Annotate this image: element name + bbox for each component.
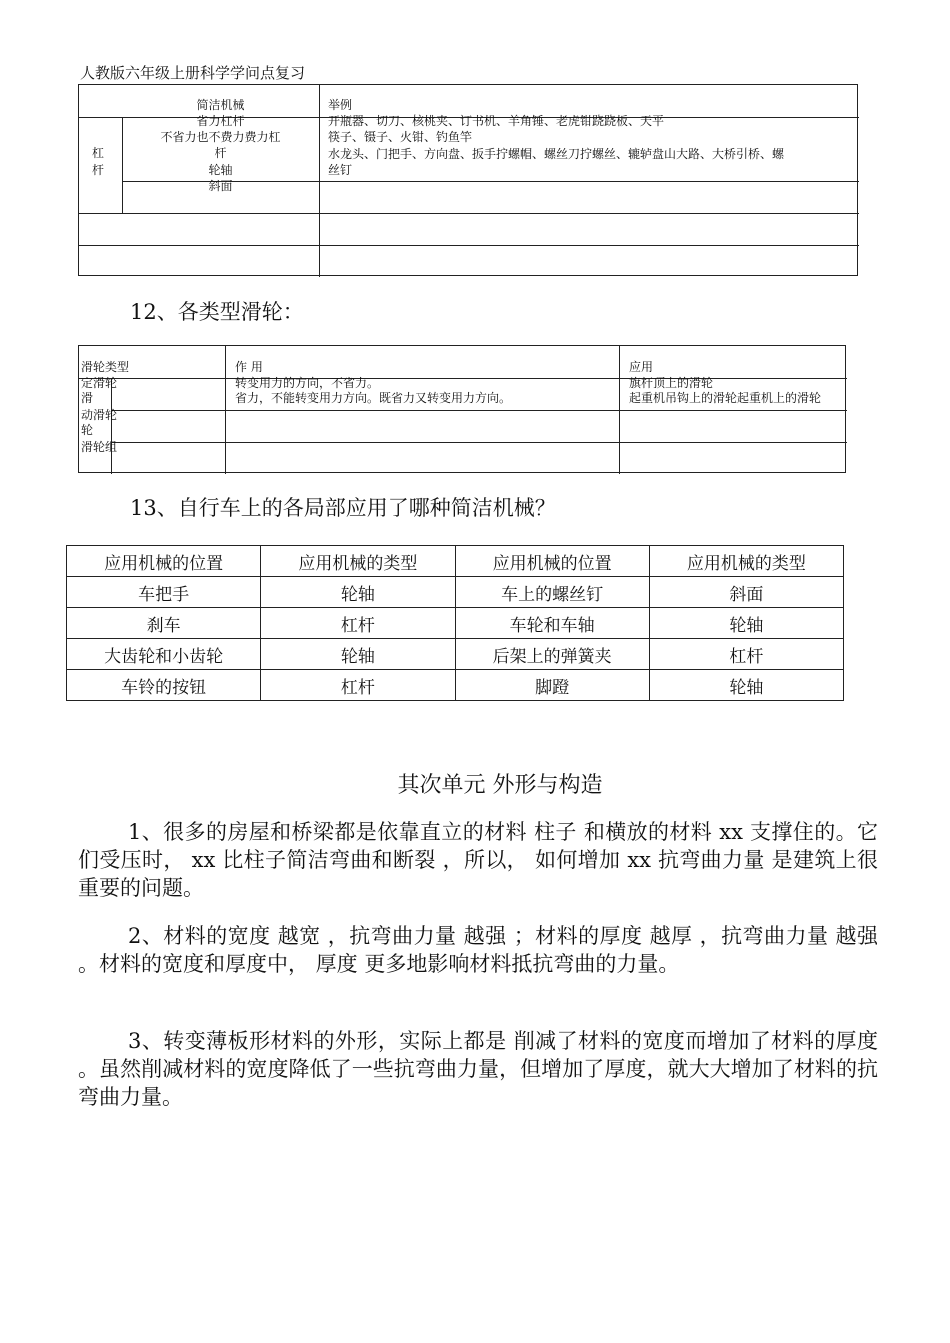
pulley-function: 省力，不能转变用力方向。既省力又转变用力方向。 (235, 391, 512, 405)
table-cell: 杠杆 (261, 608, 455, 639)
pulley-function: 转变用力的方向，不省力。 (235, 376, 380, 390)
table-cell: 脚蹬 (455, 670, 649, 701)
document-header: 人教版六年级上册科学学问点复习 (80, 64, 306, 82)
machine-type: 斜面 (208, 179, 233, 193)
col-header-example: 举例 (328, 98, 353, 112)
table-row (67, 608, 844, 639)
pulley-type: 滑轮组 (81, 440, 118, 454)
pulley-type: 动滑轮 (81, 408, 118, 422)
group-label-lever-1: 杠 (92, 146, 105, 160)
table-cell: 斜面 (649, 577, 843, 608)
machine-type: 杆 (214, 146, 227, 160)
machine-example: 开瓶器、切刀、核桃夹、订书机、羊角锤、老虎钳跷跷板、天平 (328, 114, 665, 128)
table-header-cell: 应用机械的类型 (649, 546, 843, 577)
group-label-pulley-2: 轮 (81, 423, 94, 437)
section-12-title: 12、各类型滑轮： (130, 300, 304, 324)
table-cell: 杠杆 (649, 639, 843, 670)
table-cell: 车铃的按钮 (67, 670, 261, 701)
table-header-row (67, 546, 844, 577)
pulley-type: 定滑轮 (81, 376, 118, 390)
table-cell: 轮轴 (261, 639, 455, 670)
table-row (67, 670, 844, 701)
table-header-cell: 应用机械的类型 (261, 546, 455, 577)
table-cell: 车把手 (67, 577, 261, 608)
table-cell: 车上的螺丝钉 (455, 577, 649, 608)
machine-example: 丝钉 (328, 163, 353, 177)
machine-type: 省力杠杆 (196, 114, 245, 128)
machine-type: 不省力也不费力费力杠 (160, 130, 281, 144)
table-cell: 轮轴 (649, 670, 843, 701)
machine-type: 轮轴 (208, 163, 233, 177)
table-cell: 后架上的弹簧夹 (455, 639, 649, 670)
paragraph: 3、转变薄板形材料的外形，实际上都是 削减了材料的宽度而增加了材料的厚度 。虽然削减材料的宽度降低了一些抗弯曲力量，但增加了厚度，就大大增加了材料的抗弯曲力量。 (78, 1029, 878, 1109)
table-cell: 轮轴 (649, 608, 843, 639)
col-header-pulley-type: 滑轮类型 (81, 360, 130, 374)
group-label-lever-2: 杆 (92, 163, 105, 177)
col-header-function: 作 用 (235, 360, 263, 374)
col-header-machine: 简洁机械 (196, 98, 245, 112)
paragraph: 1、很多的房屋和桥梁都是依靠直立的材料 柱子 和横放的材料 xx 支撑住的。它们受压时， xx 比柱子简洁弯曲和断裂 ，所以， 如何增加 xx 抗弯曲力量 是建筑上很重要的问题。 (78, 820, 878, 900)
paragraph: 2、材料的宽度 越宽 ，抗弯曲力量 越强 ；材料的厚度 越厚 ，抗弯曲力量 越强 。材料的宽度和厚度中， 厚度 更多地影响材料抵抗弯曲的力量。 (78, 924, 878, 976)
table-cell: 刹车 (67, 608, 261, 639)
simple-machines-table (78, 84, 858, 276)
unit-title: 其次单元 外形与构造 (397, 773, 603, 798)
table-cell: 车轮和车轴 (455, 608, 649, 639)
group-label-pulley-1: 滑 (81, 391, 94, 405)
pulley-table (78, 345, 846, 473)
pulley-application: 起重机吊钩上的滑轮起重机上的滑轮 (629, 391, 822, 405)
table-header-cell: 应用机械的位置 (455, 546, 649, 577)
table-cell: 杠杆 (261, 670, 455, 701)
bicycle-table (66, 545, 844, 701)
machine-example: 筷子、镊子、火钳、钓鱼竿 (328, 130, 473, 144)
table-header-cell: 应用机械的位置 (67, 546, 261, 577)
section-13-title: 13、自行车上的各局部应用了哪种简洁机械？ (130, 496, 556, 520)
machine-example: 水龙头、门把手、方向盘、扳手拧螺帽、螺丝刀拧螺丝、辘轳盘山大路、大桥引桥、螺 (328, 147, 785, 161)
table-row (67, 577, 844, 608)
pulley-application: 旗杆顶上的滑轮 (629, 376, 714, 390)
table-cell: 轮轴 (261, 577, 455, 608)
col-header-application: 应用 (629, 360, 654, 374)
table-cell: 大齿轮和小齿轮 (67, 639, 261, 670)
table-row (67, 639, 844, 670)
